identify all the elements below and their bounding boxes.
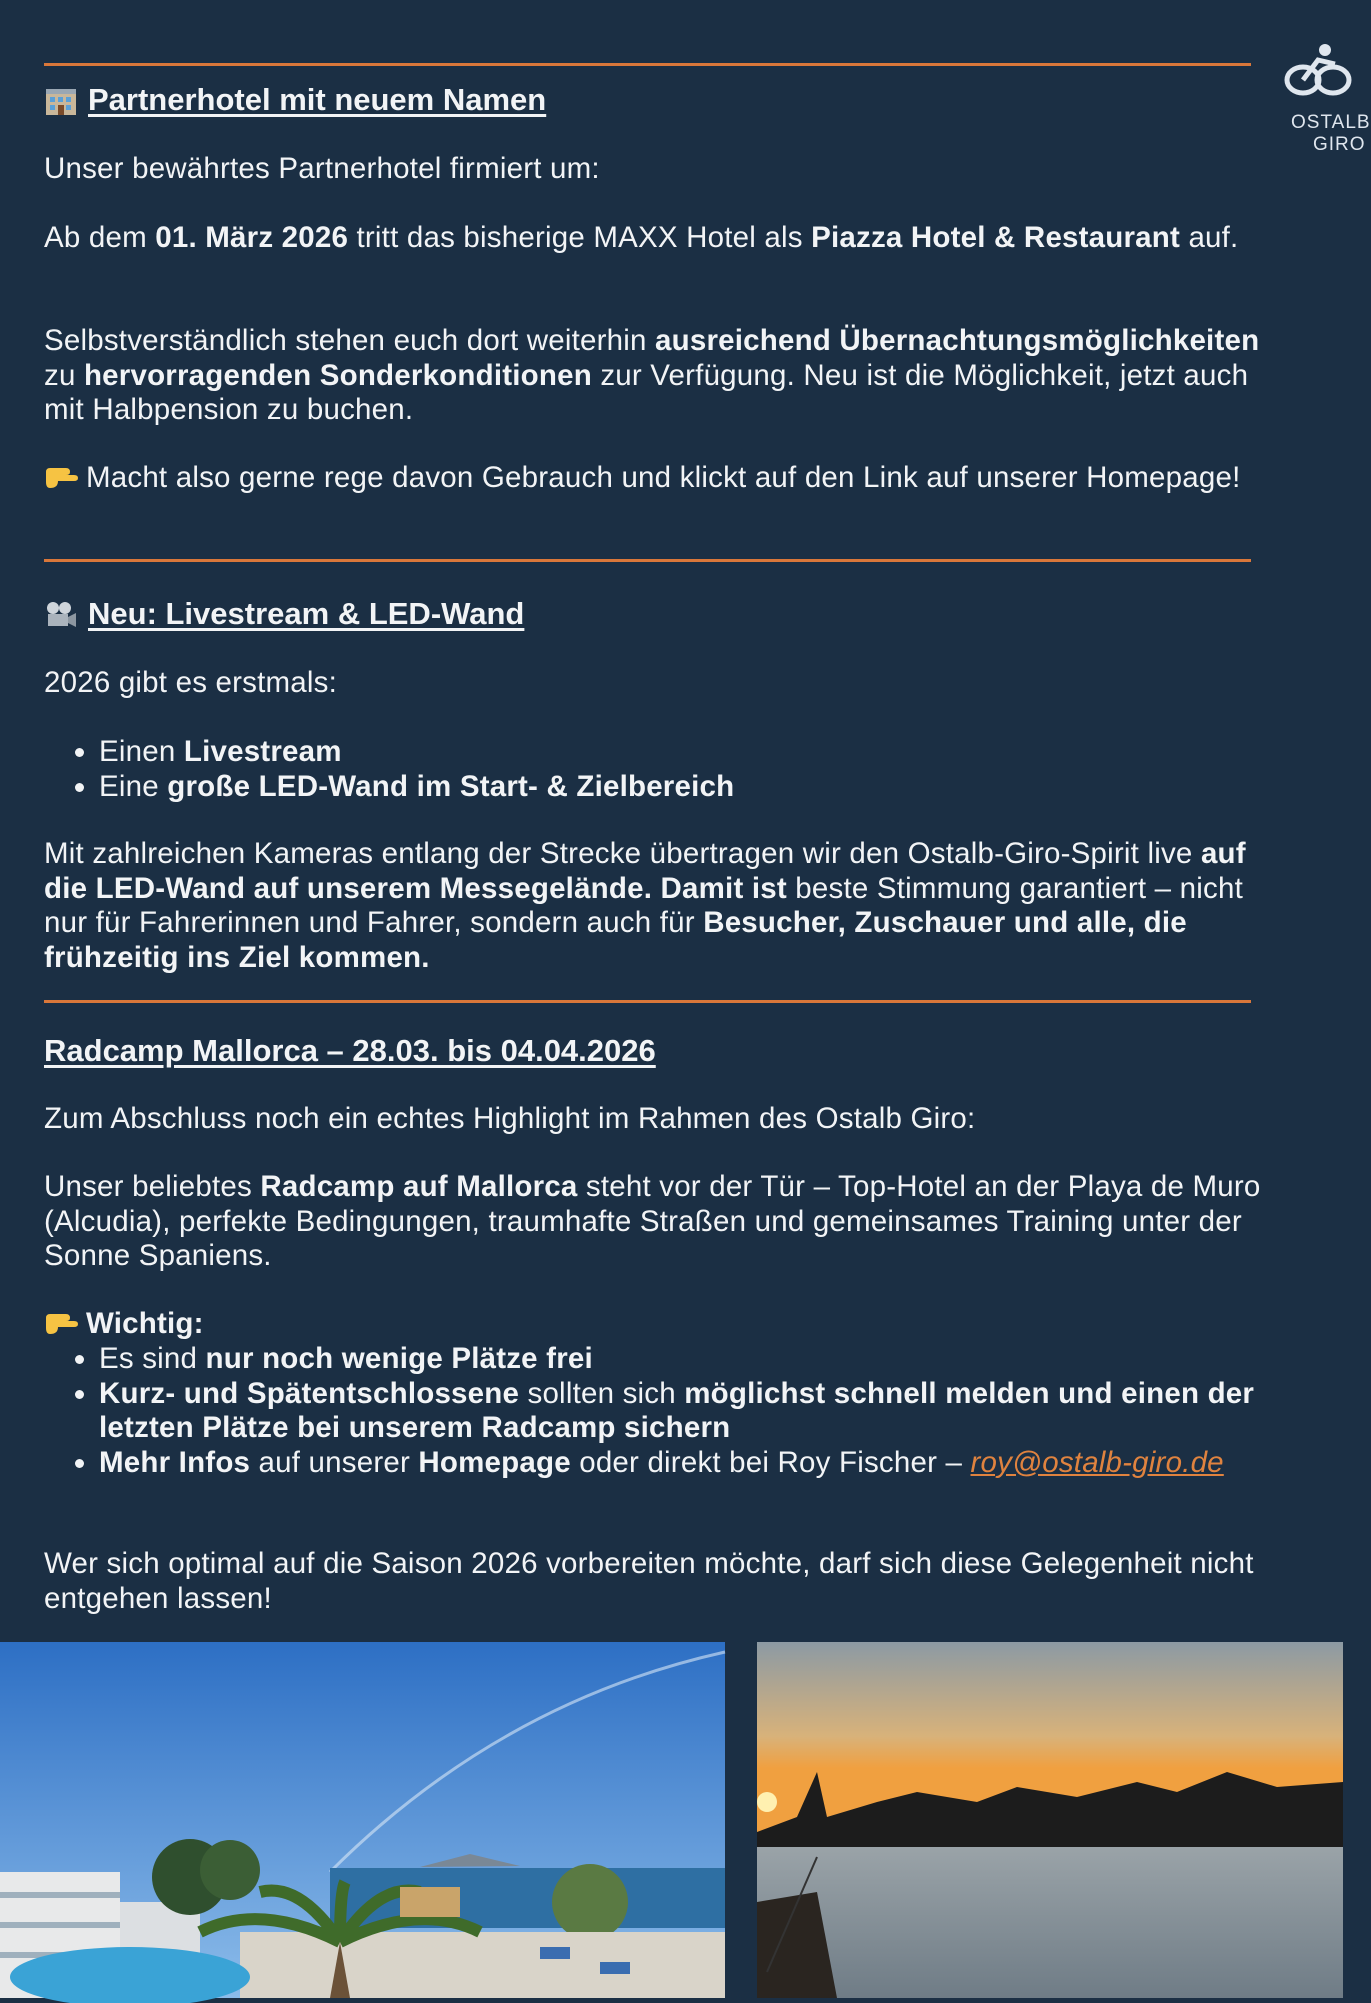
pointing-hand-icon: [44, 1310, 80, 1336]
photo-sunset-beach: [757, 1642, 1343, 1998]
divider-1: [44, 63, 1251, 66]
logo-line1: OSTALB: [1291, 112, 1371, 133]
section3-paragraph: Unser beliebtes Radcamp auf Mallorca steht vor der Tür – Top-Hotel an der Playa de Muro (Alcudia), perfekte Bedingungen, traumhafte Straßen und gemeinsames Training unter der Sonne Spaniens.: [44, 1170, 1261, 1272]
list-item: • Mehr Infos auf unserer Homepage oder direkt bei Roy Fischer – roy@ostalb-giro.de: [99, 1446, 1299, 1481]
section3-intro: Zum Abschluss noch ein echtes Highlight im Rahmen des Ostalb Giro:: [44, 1102, 976, 1135]
photo-hotel-pool: [0, 1642, 725, 1998]
ostalb-giro-logo: [1273, 40, 1371, 160]
section1-title-text: Partnerhotel mit neuem Namen: [88, 82, 547, 117]
section3-title-text: Radcamp Mallorca – 28.03. bis 04.04.2026: [44, 1033, 656, 1068]
hotel-pool-image: [0, 1642, 725, 1998]
section2-title: [44, 596, 524, 632]
section1-paragraph-3: Selbstverständlich stehen euch dort weiterhin ausreichend Übernachtungsmöglichkeiten zu hervorragenden Sonderkonditionen zur Verfügung. Neu ist die Möglichkeit, jetzt auch mit Halbpension zu buchen.: [44, 324, 1260, 426]
section1-paragraph-2: Ab dem 01. März 2026 tritt das bisherige MAXX Hotel als Piazza Hotel & Restaurant auf.: [44, 221, 1239, 254]
sunset-beach-image: [757, 1642, 1343, 1998]
section1-title: [44, 82, 546, 118]
email-link[interactable]: roy@ostalb-giro.de: [970, 1445, 1224, 1479]
list-item: • Kurz- und Spätentschlossene sollten sich möglichst schnell melden und einen der letzten Plätze bei unserem Radcamp sichern: [99, 1377, 1299, 1446]
list-item: • Einen Livestream: [99, 735, 1299, 770]
section3-important: Wichtig:: [44, 1307, 1294, 1342]
hotel-icon: [44, 85, 78, 115]
section1-paragraph-4: Macht also gerne rege davon Gebrauch und klickt auf den Link auf unserer Homepage!: [44, 461, 1294, 496]
logo-line2: GIRO: [1313, 134, 1366, 155]
section3-title: [44, 1033, 656, 1069]
divider-3: [44, 1000, 1251, 1003]
list-item: • Eine große LED-Wand im Start- & Zielbereich: [99, 770, 1299, 805]
logo-text: [1291, 112, 1371, 156]
section2-paragraph: Mit zahlreichen Kameras entlang der Strecke übertragen wir den Ostalb-Giro-Spirit live auf die LED-Wand auf unserem Messegelände. Damit ist beste Stimmung garantiert – nicht nur für Fahrerinnen und Fahrer, sondern auch für Besucher, Zuschauer und alle, die frühzeitig ins Ziel kommen.: [44, 837, 1246, 974]
section1-intro: Unser bewährtes Partnerhotel firmiert um:: [44, 152, 600, 185]
pointing-hand-icon: [44, 464, 80, 490]
list-item: • Es sind nur noch wenige Plätze frei: [99, 1342, 1299, 1377]
section3-closing: Wer sich optimal auf die Saison 2026 vorbereiten möchte, darf sich diese Gelegenheit nicht entgehen lassen!: [44, 1547, 1254, 1615]
section2-intro: 2026 gibt es erstmals:: [44, 666, 337, 699]
section3-bullets: [44, 1342, 1299, 1480]
section2-title-text: Neu: Livestream & LED-Wand: [88, 596, 525, 631]
section2-bullets: [44, 735, 1299, 804]
divider-2: [44, 559, 1251, 562]
cyclist-logo-icon: [1273, 40, 1343, 110]
camera-icon: [44, 600, 78, 628]
